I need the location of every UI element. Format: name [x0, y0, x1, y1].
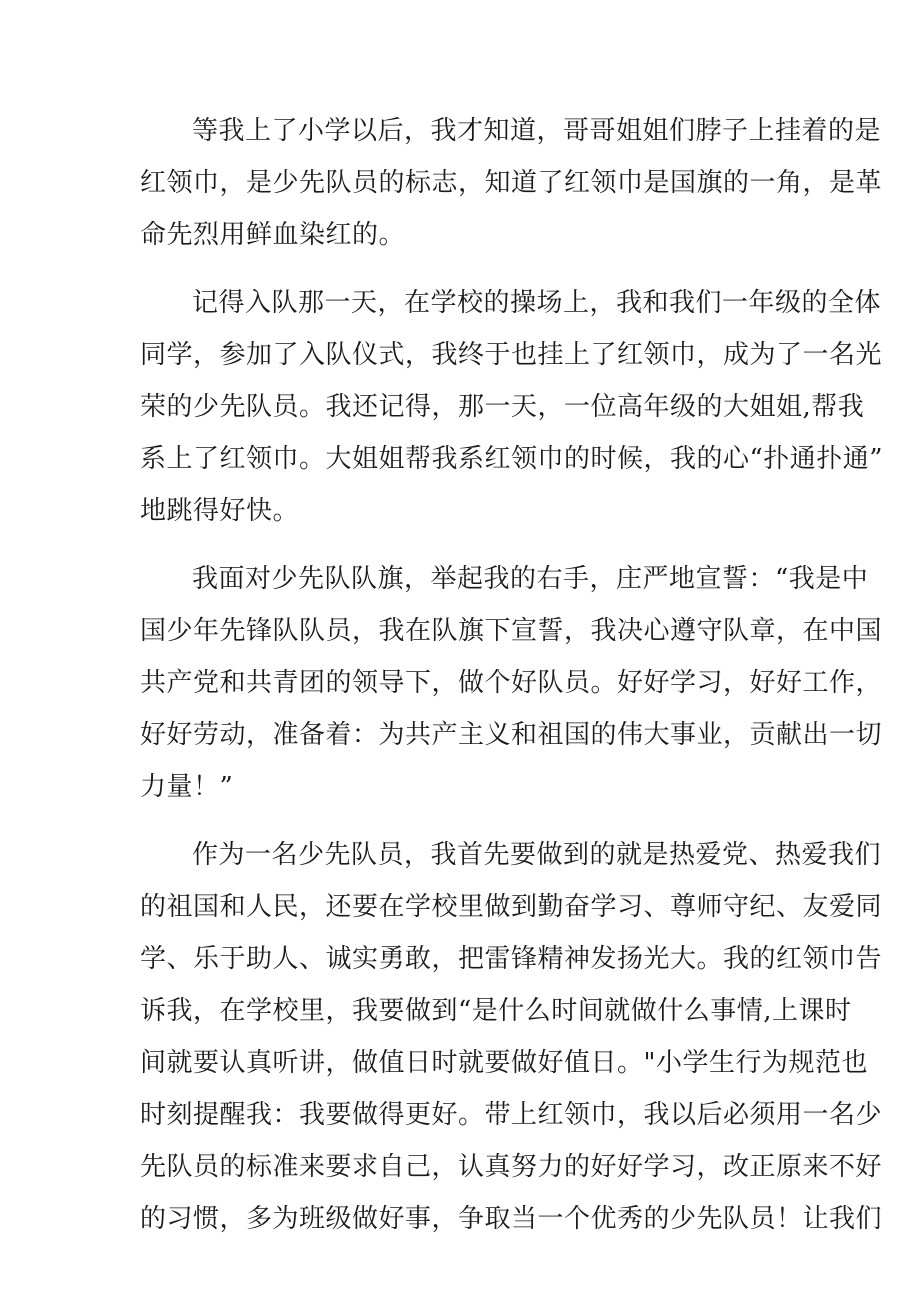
text-line: 命先烈用鲜血染红的。	[140, 220, 406, 250]
text-line: 共产党和共青团的领导下，做个好队员。好好学习，好好工作，	[140, 668, 883, 698]
text-line: 荣的少先队员。我还记得，那一天，一位高年级的大姐姐,帮我	[140, 392, 865, 422]
text-line: 诉我，在学校里，我要做到“是什么时间就做什么事情,上课时	[140, 996, 852, 1026]
text-line: 作为一名少先队员，我首先要做到的就是热爱党、热爱我们	[192, 840, 882, 870]
paragraph-4	[140, 829, 883, 1245]
text-line: 力量！”	[140, 772, 234, 802]
text-line: 同学，参加了入队仪式，我终于也挂上了红领巾，成为了一名光	[140, 340, 883, 370]
text-line: 地跳得好快。	[140, 496, 300, 526]
document-body	[140, 105, 884, 1261]
text-line: 的祖国和人民，还要在学校里做到勤奋学习、尊师守纪、友爱同	[140, 892, 883, 922]
text-line: 学、乐于助人、诚实勇敢，把雷锋精神发扬光大。我的红领巾告	[140, 944, 883, 974]
text-line: 我面对少先队队旗，举起我的右手，庄严地宣誓：“我是中	[192, 564, 869, 594]
text-line: 时刻提醒我：我要做得更好。带上红领巾，我以后必须用一名少	[140, 1100, 883, 1130]
text-line: 间就要认真听讲，做值日时就要做好值日。"小学生行为规范也	[140, 1048, 868, 1078]
paragraph-3	[140, 553, 883, 813]
text-line: 国少年先锋队队员，我在队旗下宣誓，我决心遵守队章，在中国	[140, 616, 883, 646]
text-line: 的习惯，多为班级做好事，争取当一个优秀的少先队员！让我们	[140, 1204, 883, 1234]
text-line: 记得入队那一天，在学校的操场上，我和我们一年级的全体	[192, 288, 882, 318]
paragraph-2	[140, 277, 884, 537]
text-line: 红领巾，是少先队员的标志，知道了红领巾是国旗的一角，是革	[140, 168, 883, 198]
paragraph-1	[140, 105, 883, 261]
text-line: 好好劳动，准备着：为共产主义和祖国的伟大事业，贡献出一切	[140, 720, 883, 750]
text-line: 先队员的标准来要求自己，认真努力的好好学习，改正原来不好	[140, 1152, 883, 1182]
text-line: 等我上了小学以后，我才知道，哥哥姐姐们脖子上挂着的是	[192, 116, 882, 146]
text-line: 系上了红领巾。大姐姐帮我系红领巾的时候，我的心“扑通扑通”	[140, 444, 884, 474]
